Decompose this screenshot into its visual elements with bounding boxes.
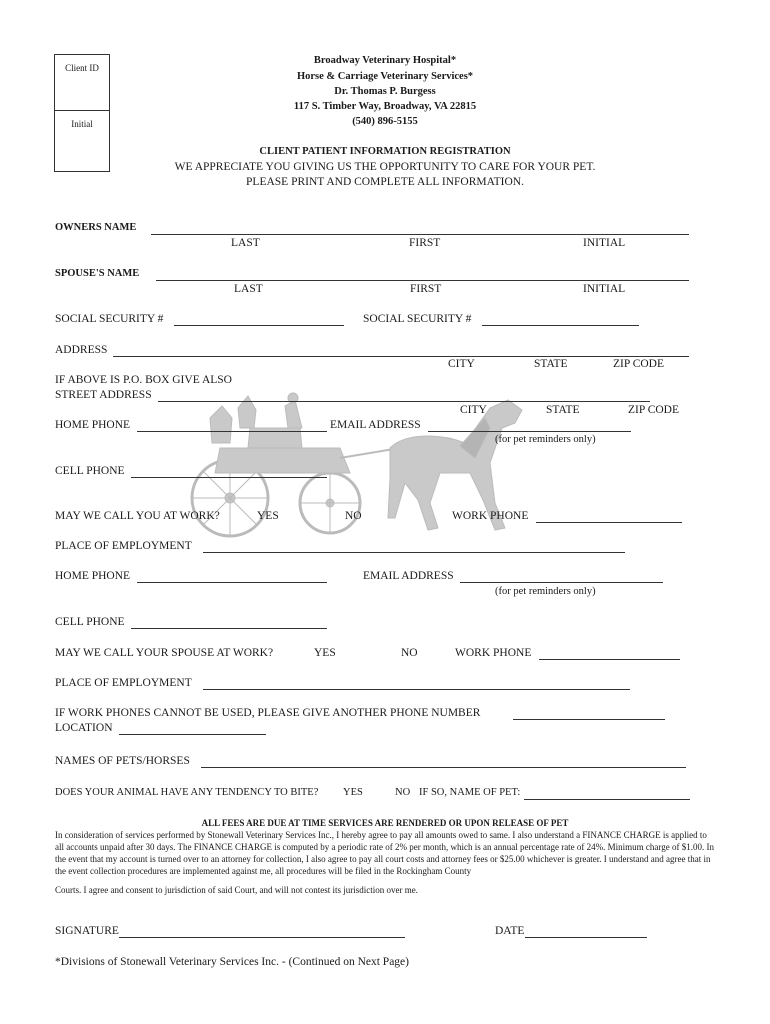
employment-label: PLACE OF EMPLOYMENT (55, 540, 192, 552)
horse-carriage-watermark-icon (190, 388, 570, 548)
spouse-employment-field[interactable] (203, 689, 630, 690)
home-phone-field[interactable] (137, 431, 327, 432)
home-phone-label: HOME PHONE (55, 419, 131, 431)
spouse-home-phone-field[interactable] (137, 582, 327, 583)
client-id-label: Client ID (65, 63, 99, 73)
street-address-label: STREET ADDRESS (55, 389, 152, 401)
cell-phone-field[interactable] (131, 477, 327, 478)
address-city-caption: CITY (448, 358, 475, 370)
bite-pet-name-label: IF SO, NAME OF PET: (419, 787, 521, 798)
spouse-email-field[interactable] (460, 582, 663, 583)
street-address-field[interactable] (158, 401, 650, 402)
ssn-field-2[interactable] (482, 325, 639, 326)
signature-field[interactable] (119, 937, 405, 938)
date-label: DATE (495, 925, 525, 937)
clinic-name: Broadway Veterinary Hospital* (313, 55, 457, 66)
alt-phone-field[interactable] (513, 719, 665, 720)
spouse-name-label: SPOUSE'S NAME (55, 268, 140, 279)
date-field[interactable] (525, 937, 647, 938)
email-label: EMAIL ADDRESS (330, 419, 421, 431)
cell-phone-label: CELL PHONE (55, 465, 125, 477)
appreciation-line: WE APPRECIATE YOU GIVING US THE OPPORTUNITY TO CARE FOR YOUR PET. (174, 161, 596, 173)
pets-field[interactable] (201, 767, 686, 768)
call-at-work-no[interactable]: NO (345, 510, 362, 522)
address-label: ADDRESS (55, 344, 108, 356)
pets-label: NAMES OF PETS/HORSES (55, 755, 190, 767)
clinic-division: Horse & Carriage Veterinary Services* (296, 71, 474, 82)
owner-first-caption: FIRST (409, 237, 441, 249)
call-at-work-question: MAY WE CALL YOU AT WORK? (55, 510, 220, 522)
ssn-field-1[interactable] (174, 325, 344, 326)
spouse-last-caption: LAST (234, 283, 263, 295)
spouse-work-phone-label: WORK PHONE (455, 647, 532, 659)
spouse-call-at-work-no[interactable]: NO (401, 647, 418, 659)
initial-label: Initial (71, 119, 93, 129)
po-box-note: IF ABOVE IS P.O. BOX GIVE ALSO (55, 374, 232, 386)
owner-last-caption: LAST (231, 237, 260, 249)
form-title: CLIENT PATIENT INFORMATION REGISTRATION (259, 146, 511, 157)
jurisdiction-consent: Courts. I agree and consent to jurisdiction of said Court, and will not contest its jurisdiction over me. (55, 885, 418, 895)
street-zip-caption: ZIP CODE (628, 404, 680, 416)
finance-terms-paragraph: In consideration of services performed by Stonewall Veterinary Services Inc., I hereby agree to pay all amounts owed to same. I also understand a FINANCE CHARGE is applied to all accounts unpaid after 30 days. The FINANCE CHARGE is computed by a periodic rate of 2% per month, which is an annual percentage rate of 24%. Minimum charge of $1.00. In the event that my account is turned over to an attorney for collection, I also agree to pay all court costs and attorney fees or $25.00 whichever is greater. I understand and agree that in the event collection procedures are implemented against me, all procedures will be filed in the Rockingham County (55, 830, 714, 876)
clinic-address: 117 S. Timber Way, Broadway, VA 22815 (293, 101, 477, 112)
ssn-label-1: SOCIAL SECURITY # (55, 313, 164, 325)
footer-note: *Divisions of Stonewall Veterinary Services Inc. - (Continued on Next Page) (55, 956, 409, 968)
bite-yes[interactable]: YES (343, 787, 363, 798)
address-zip-caption: ZIP CODE (613, 358, 665, 370)
owners-name-label: OWNERS NAME (55, 222, 137, 233)
bite-question: DOES YOUR ANIMAL HAVE ANY TENDENCY TO BITE? (55, 787, 319, 798)
spouse-cell-phone-label: CELL PHONE (55, 616, 125, 628)
spouse-call-at-work-yes[interactable]: YES (314, 647, 336, 659)
spouse-email-note: (for pet reminders only) (495, 586, 596, 597)
street-state-caption: STATE (546, 404, 580, 416)
spouse-home-phone-label: HOME PHONE (55, 570, 131, 582)
email-field[interactable] (428, 431, 631, 432)
signature-label: SIGNATURE (55, 925, 119, 937)
clinic-phone: (540) 896-5155 (352, 116, 418, 127)
call-at-work-yes[interactable]: YES (257, 510, 279, 522)
work-phone-label: WORK PHONE (452, 510, 529, 522)
email-note: (for pet reminders only) (495, 434, 596, 445)
doctor-name: Dr. Thomas P. Burgess (334, 86, 436, 97)
employment-field[interactable] (203, 552, 625, 553)
spouse-email-label: EMAIL ADDRESS (363, 570, 454, 582)
bite-no[interactable]: NO (395, 787, 411, 798)
owners-name-field[interactable] (151, 234, 689, 235)
spouse-initial-caption: INITIAL (583, 283, 626, 295)
owner-initial-caption: INITIAL (583, 237, 626, 249)
work-phone-field[interactable] (536, 522, 682, 523)
spouse-name-field[interactable] (156, 280, 689, 281)
ssn-label-2: SOCIAL SECURITY # (363, 313, 472, 325)
fees-heading: ALL FEES ARE DUE AT TIME SERVICES ARE RENDERED OR UPON RELEASE OF PET (201, 818, 569, 828)
spouse-work-phone-field[interactable] (539, 659, 680, 660)
location-field[interactable] (119, 734, 266, 735)
address-field[interactable] (113, 356, 689, 357)
street-city-caption: CITY (460, 404, 487, 416)
client-box-divider (55, 110, 109, 111)
spouse-first-caption: FIRST (410, 283, 442, 295)
instruction-line: PLEASE PRINT AND COMPLETE ALL INFORMATION. (246, 176, 524, 188)
address-state-caption: STATE (534, 358, 568, 370)
spouse-call-at-work-question: MAY WE CALL YOUR SPOUSE AT WORK? (55, 647, 274, 659)
location-label: LOCATION (55, 722, 113, 734)
alt-phone-label: IF WORK PHONES CANNOT BE USED, PLEASE GIVE ANOTHER PHONE NUMBER (55, 707, 481, 719)
spouse-cell-phone-field[interactable] (131, 628, 327, 629)
bite-pet-name-field[interactable] (524, 799, 690, 800)
spouse-employment-label: PLACE OF EMPLOYMENT (55, 677, 192, 689)
